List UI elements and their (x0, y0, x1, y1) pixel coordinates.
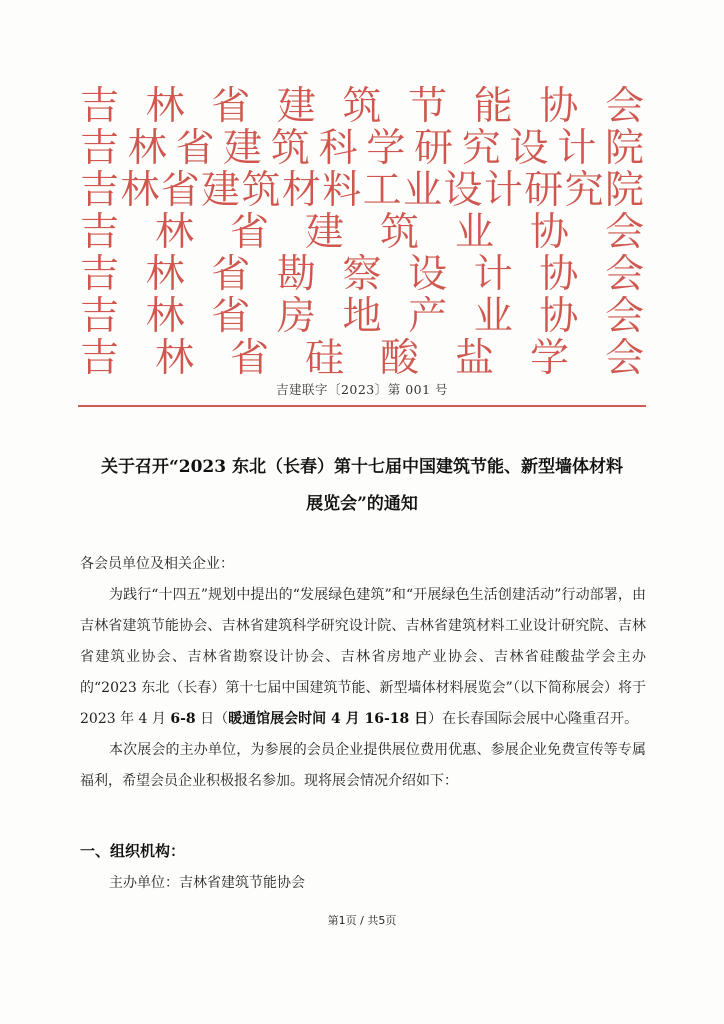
org-name-2: 吉林省建筑科学研究设计院 (80, 128, 644, 170)
paragraph-1-text-a: 为践行“十四五”规划中提出的“发展绿色建筑”和“开展绿色生活创建活动”行动部署，由吉林省建筑节能协会、吉林省建筑科学研究设计院、吉林省建筑材料工业设计研究院、吉林省建筑业协会、吉林省勘察设计协会、吉林省房地产业协会、吉林省硅酸盐学会主办的“2023 东北（长春）第十七届中国建筑节能、新型墙体材料展览会”（以下简称展会）将于 2023 年 4 月 (80, 587, 646, 727)
paragraph-2: 本次展会的主办单位，为参展的会员企业提供展位费用优惠、参展企业免费宣传等专属福利，希望会员企业积极报名参加。现将展会情况介绍如下： (80, 742, 646, 789)
host-unit-line: 主办单位：吉林省建筑节能协会 (109, 875, 305, 891)
section-heading-organization: 一、组织机构： (80, 842, 186, 860)
paragraph-1-text-b: 日（ (195, 711, 229, 727)
notice-title-line-1: 关于召开“2023 东北（长春）第十七届中国建筑节能、新型墙体材料 (100, 457, 623, 477)
org-name-4: 吉林省建筑业协会 (80, 212, 644, 254)
org-name-7: 吉林省硅酸盐学会 (80, 338, 644, 380)
exhibition-dates: 6-8 (170, 711, 196, 727)
notice-body (80, 549, 646, 797)
org-name-1: 吉林省建筑节能协会 (80, 86, 644, 128)
letterhead (80, 86, 644, 380)
notice-title-line-2: 展览会”的通知 (306, 494, 418, 514)
org-name-3: 吉林省建筑材料工业设计研究院 (80, 170, 644, 212)
paragraph-1-text-c: ）在长春国际会展中心隆重召开。 (428, 711, 639, 727)
page-indicator: 第1页 / 共5页 (327, 914, 397, 927)
document-number: 吉建联字〔2023〕第 001 号 (275, 382, 449, 397)
red-divider-line (78, 405, 646, 407)
salutation: 各会员单位及相关企业： (80, 556, 234, 572)
org-name-6: 吉林省房地产业协会 (80, 296, 644, 338)
paragraph-1 (80, 580, 646, 735)
org-name-5: 吉林省勘察设计协会 (80, 254, 644, 296)
hvac-hall-dates: 暖通馆展会时间 4 月 16-18 日 (228, 711, 429, 727)
